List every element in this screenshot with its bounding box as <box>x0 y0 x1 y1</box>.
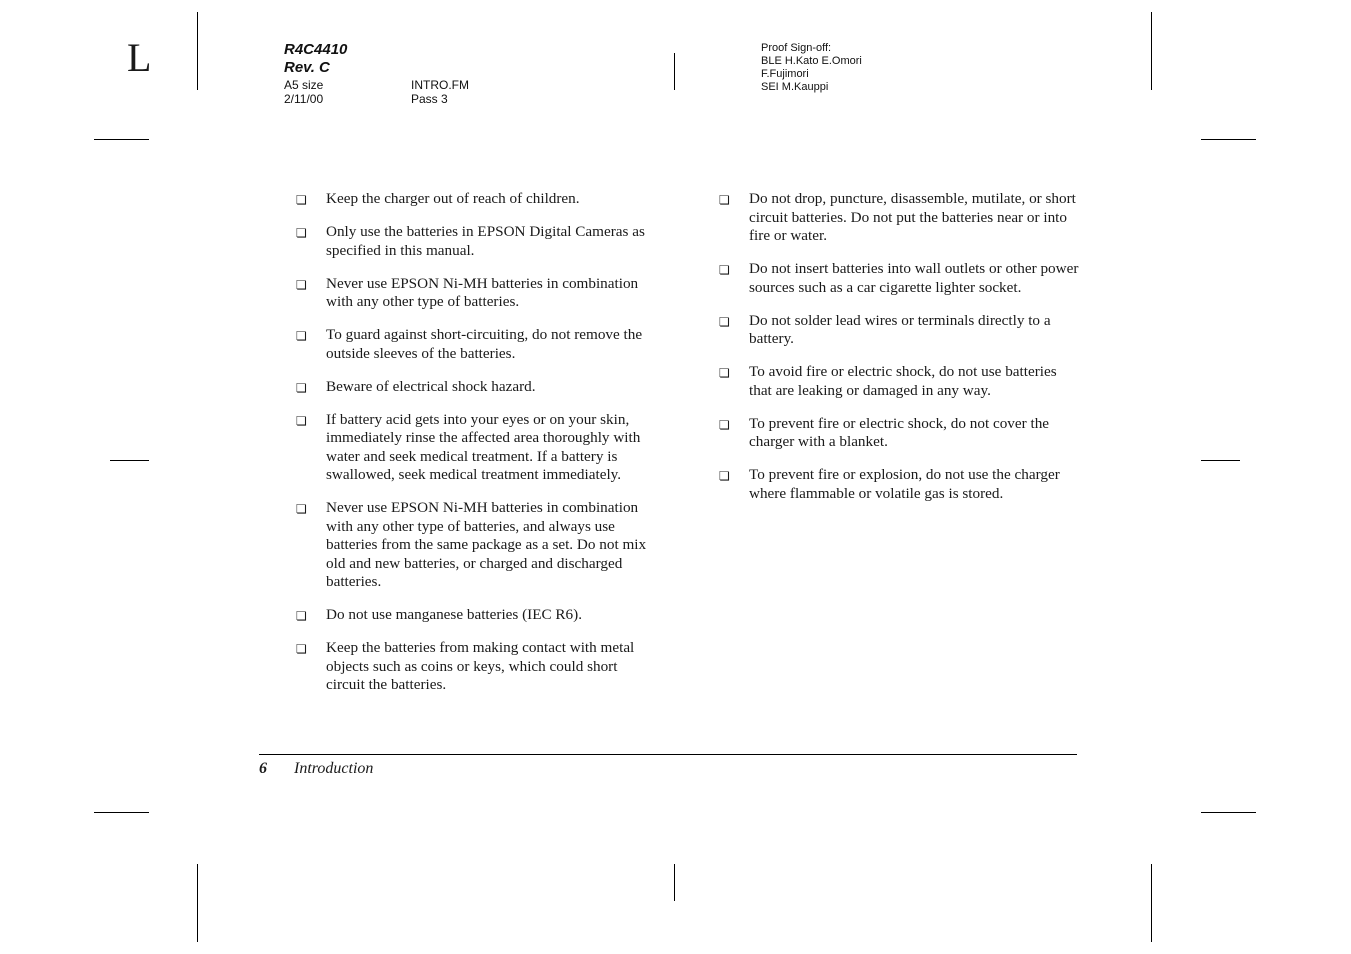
date: 2/11/00 <box>284 92 324 106</box>
checkbox-bullet-icon: ❏ <box>296 193 307 207</box>
right-column <box>719 190 1079 518</box>
item-text: Keep the charger out of reach of children. <box>326 190 580 207</box>
item-text: If battery acid gets into your eyes or on your skin, immediately rinse the affected area thoroughly with water and seek medical treatment. If a battery is swallowed, seek medical treatment immediately. <box>326 410 641 483</box>
proof-line: SEI M.Kauppi <box>761 81 829 93</box>
crop-mark-left-lower <box>94 812 149 813</box>
crop-mark-left-upper <box>94 139 149 140</box>
pass: Pass 3 <box>411 92 448 106</box>
checkbox-bullet-icon: ❏ <box>719 366 730 380</box>
checkbox-bullet-icon: ❏ <box>719 193 730 207</box>
item-text: Beware of electrical shock hazard. <box>326 377 536 395</box>
checkbox-bullet-icon: ❏ <box>296 277 307 292</box>
file-name: INTRO.FM <box>411 78 469 92</box>
left-column <box>296 190 656 709</box>
checkbox-bullet-icon: ❏ <box>296 226 307 240</box>
crop-mark-bottom-center <box>674 864 675 901</box>
crop-mark-right-middle <box>1201 460 1240 461</box>
item-text: Do not drop, puncture, disassemble, mutilate, or short circuit batteries. Do not put the batteries near or into fire or water. <box>749 190 1076 244</box>
proof-line: Proof Sign-off: <box>761 42 832 54</box>
item-text: Never use EPSON Ni-MH batteries in combination with any other type of batteries. <box>326 274 639 310</box>
checkbox-bullet-icon: ❏ <box>296 609 307 623</box>
section-title: Introduction <box>294 760 374 777</box>
checkbox-bullet-icon: ❏ <box>719 263 730 277</box>
crop-mark-right-upper <box>1201 139 1256 140</box>
list-item <box>296 275 656 312</box>
checkbox-bullet-icon: ❏ <box>719 417 730 432</box>
list-item <box>296 499 656 592</box>
item-text: To avoid fire or electric shock, do not use batteries that are leaking or damaged in any way. <box>749 363 1057 399</box>
item-text: Do not use manganese batteries (IEC R6). <box>326 606 583 623</box>
checkbox-bullet-icon: ❏ <box>296 380 307 395</box>
crop-mark-top-right <box>1151 12 1152 90</box>
footer-rule <box>259 754 1077 755</box>
paper-size: A5 size <box>284 78 324 92</box>
page-side-marker: L <box>127 35 152 80</box>
crop-mark-top-left <box>197 12 198 90</box>
crop-mark-left-middle <box>110 460 149 461</box>
checkbox-bullet-icon: ❏ <box>296 502 307 516</box>
proof-signoff <box>761 42 862 94</box>
item-text: To prevent fire or electric shock, do not cover the charger with a blanket. <box>749 414 1050 450</box>
list-item <box>719 466 1079 503</box>
item-text: To guard against short-circuiting, do not remove the outside sleeves of the batteries. <box>326 326 643 362</box>
list-item <box>719 363 1079 400</box>
proof-line: F.Fujimori <box>761 68 809 80</box>
list-item <box>296 190 656 209</box>
list-item <box>719 190 1079 246</box>
checkbox-bullet-icon: ❏ <box>296 329 307 343</box>
checkbox-bullet-icon: ❏ <box>719 314 730 329</box>
checkbox-bullet-icon: ❏ <box>296 642 307 656</box>
item-text: Never use EPSON Ni-MH batteries in combination with any other type of batteries, and always use batteries from the same package as a set. Do not mix old and new batteries, or charged and discharged batteries. <box>326 499 647 590</box>
item-text: To prevent fire or explosion, do not use the charger where flammable or volatile gas is stored. <box>749 466 1060 502</box>
list-item <box>719 312 1079 349</box>
item-text: Do not solder lead wires or terminals directly to a battery. <box>749 311 1051 347</box>
model-number: R4C4410 <box>284 41 348 58</box>
checkbox-bullet-icon: ❏ <box>296 413 307 428</box>
list-item <box>719 260 1079 297</box>
list-item <box>296 326 656 363</box>
crop-mark-top-center <box>674 53 675 90</box>
checkbox-bullet-icon: ❏ <box>719 469 730 483</box>
proof-line: BLE H.Kato E.Omori <box>761 55 862 67</box>
list-item <box>296 223 656 260</box>
item-text: Do not insert batteries into wall outlets or other power sources such as a car cigarette lighter socket. <box>749 260 1079 296</box>
list-item <box>296 378 656 397</box>
crop-mark-bottom-right <box>1151 864 1152 942</box>
list-item <box>719 415 1079 452</box>
revision: Rev. C <box>284 59 330 76</box>
crop-mark-right-lower <box>1201 812 1256 813</box>
list-item <box>296 639 656 695</box>
page-number: 6 <box>259 760 267 777</box>
item-text: Keep the batteries from making contact with metal objects such as coins or keys, which could short circuit the batteries. <box>326 639 635 693</box>
crop-mark-bottom-left <box>197 864 198 942</box>
item-text: Only use the batteries in EPSON Digital Cameras as specified in this manual. <box>326 223 645 259</box>
list-item <box>296 411 656 485</box>
list-item <box>296 606 656 625</box>
